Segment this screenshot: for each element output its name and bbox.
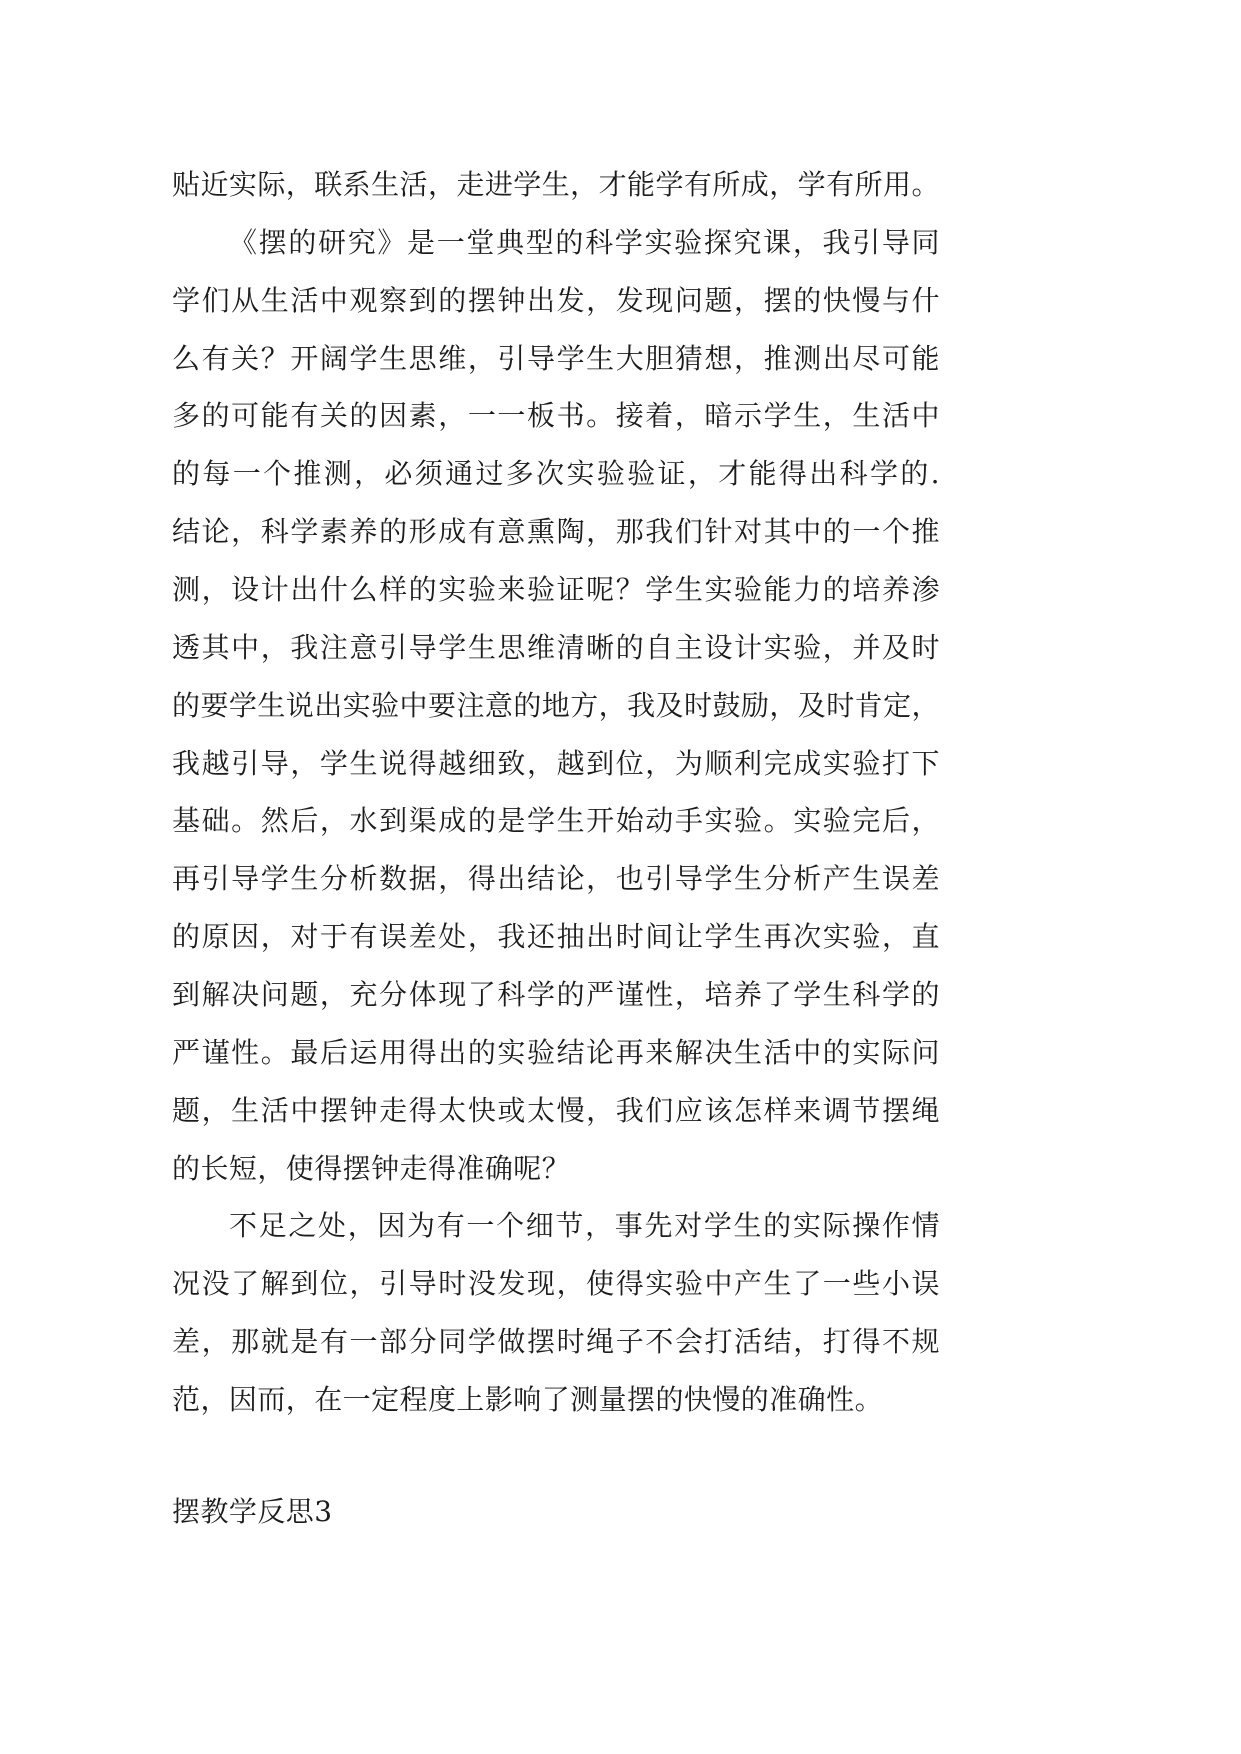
text-line: 的每一个推测，必须通过多次实验验证，才能得出科学的. — [172, 457, 940, 491]
paragraph-shortcomings — [172, 1197, 940, 1428]
text-line: 的长短，使得摆钟走得准确呢？ — [172, 1151, 571, 1185]
text-line: 范，因而，在一定程度上影响了测量摆的快慢的准确性。 — [172, 1383, 884, 1417]
text-line: 基础。然后，水到渠成的是学生开始动手实验。实验完后， — [172, 804, 940, 838]
text-line: 么有关？开阔学生思维，引导学生大胆猜想，推测出尽可能 — [172, 341, 940, 375]
text-line: 再引导学生分析数据，得出结论，也引导学生分析产生误差 — [172, 862, 940, 896]
text-line: 《摆的研究》是一堂典型的科学实验探究课，我引导同 — [229, 225, 940, 259]
text-line: 到解决问题，充分体现了科学的严谨性，培养了学生科学的 — [172, 978, 940, 1012]
text-line: 测，设计出什么样的实验来验证呢？学生实验能力的培养渗 — [172, 573, 940, 607]
text-line: 况没了解到位，引导时没发现，使得实验中产生了一些小误 — [172, 1267, 940, 1301]
text-line: 不足之处，因为有一个细节，事先对学生的实际操作情 — [229, 1209, 940, 1243]
text-line: 的要学生说出实验中要注意的地方，我及时鼓励，及时肯定， — [172, 688, 940, 722]
text-line: 题，生活中摆钟走得太快或太慢，我们应该怎样来调节摆绳 — [172, 1093, 940, 1127]
paragraph-lesson-summary — [172, 214, 940, 1198]
text-line: 我越引导，学生说得越细致，越到位，为顺利完成实验打下 — [172, 746, 940, 780]
text-line: 差，那就是有一部分同学做摆时绳子不会打活结，打得不规 — [172, 1325, 940, 1359]
paragraph-continuation — [172, 156, 940, 214]
document-body — [172, 156, 940, 1541]
section-heading: 摆教学反思3 — [172, 1494, 333, 1528]
text-line: 严谨性。最后运用得出的实验结论再来解决生活中的实际问 — [172, 1035, 940, 1069]
text-line: 的原因，对于有误差处，我还抽出时间让学生再次实验，直 — [172, 920, 940, 954]
text-line: 贴近实际，联系生活，走进学生，才能学有所成，学有所用。 — [172, 168, 940, 201]
text-line: 透其中，我注意引导学生思维清晰的自主设计实验，并及时 — [172, 630, 940, 664]
text-line: 结论，科学素养的形成有意熏陶，那我们针对其中的一个推 — [172, 515, 940, 549]
text-line: 多的可能有关的因素，一一板书。接着，暗示学生，生活中 — [172, 399, 940, 433]
text-line: 学们从生活中观察到的摆钟出发，发现问题，摆的快慢与什 — [172, 283, 940, 317]
